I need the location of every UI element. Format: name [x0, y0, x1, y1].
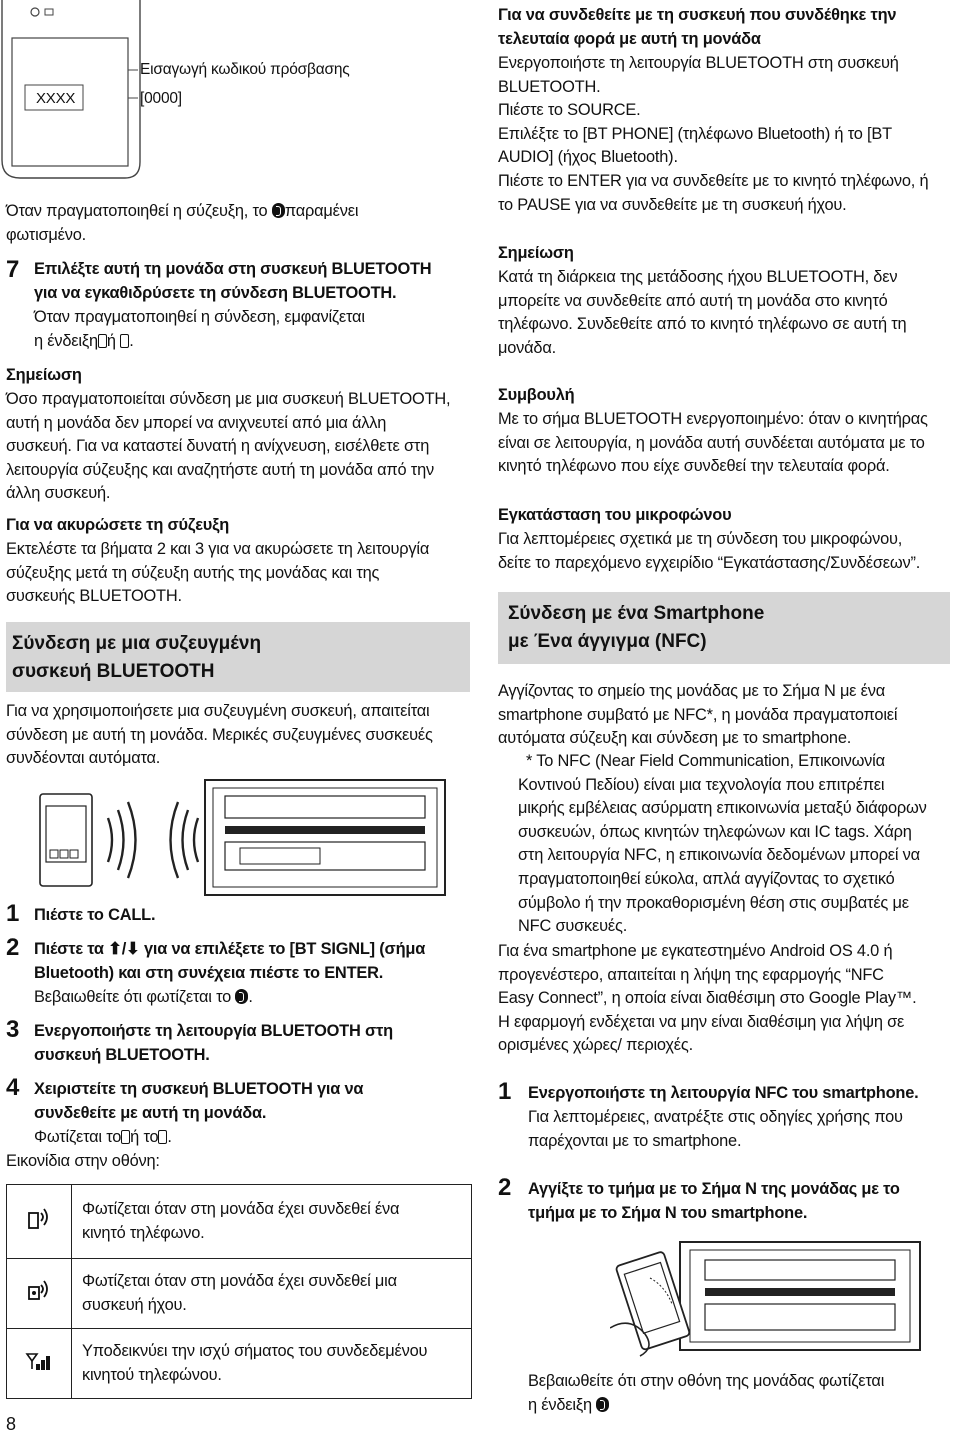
section-heading: Σύνδεση με ένα Smartphone με Ένα άγγιγμα (NFC): [508, 603, 765, 652]
table-cell: [72, 1185, 472, 1259]
section-intro: Για να χρησιμοποιήσετε μια συζευγμένη συσκευή, απαιτείται σύνδεση με αυτή τη μονάδα. Μερικές συζευγμένες συσκευές συνδέονται αυτόματα.: [6, 702, 433, 768]
tip-body: Με το σήμα BLUETOOTH ενεργοποιημένο: όταν ο κινητήρας είναι σε λειτουργία, η μονάδα αυτή συνδέεται αυτόματα με το κινητό τηλέφωνο που είχε συνδεθεί την τελευταία φορά.: [498, 410, 928, 476]
step-number: 4: [6, 1074, 20, 1101]
android-note: Για ένα smartphone με εγκατεστημένο Android OS 4.0 ή προγενέστερο, απαιτείται η λήψη της εφαρμογής “NFC Easy Connect”, η οποία είναι διαθέσιμη στο Google Play™. Η εφαρμογή ενδέχεται να μην είναι διαθέσιμη για λήψη σε ορισμένες χώρες/ περιοχές.: [498, 942, 917, 1055]
mic-heading: Εγκατάσταση του μικροφώνου: [498, 506, 732, 524]
table-cell: [7, 1329, 72, 1399]
step-number: 7: [6, 256, 20, 283]
table-cell: [72, 1259, 472, 1329]
phone-connected-icon: [121, 1130, 130, 1144]
cancel-pairing-heading: Για να ακυρώσετε τη σύζευξη: [6, 516, 230, 534]
last-device-body: Ενεργοποιήστε τη λειτουργία BLUETOOTH στη συσκευή BLUETOOTH. Πιέστε το SOURCE. Επιλέξτε το [BT PHONE] (τηλέφωνο Bluetooth) ή το [BT AUDIO] (ήχος Bluetooth). Πιέστε το ENTER για να συνδεθείτε με το κινητό τηλέφωνο, ή το PAUSE για να συνδεθείτε με τη συσκευή ήχου.: [498, 54, 929, 214]
step-number: 2: [6, 934, 20, 961]
down-arrow-icon: ⬇: [126, 940, 140, 958]
final-note: Βεβαιωθείτε ότι στην οθόνη της μονάδας φωτίζεται η ένδειξη: [528, 1372, 885, 1414]
table-row: [7, 1259, 472, 1329]
nfc-step2-instruction: Αγγίξτε το τμήμα με το Σήμα N της μονάδας με το τμήμα με το Σήμα N του smartphone.: [528, 1180, 900, 1222]
tip-heading: Συμβουλή: [498, 386, 575, 404]
phone-to-unit-illustration: [30, 778, 450, 898]
step3-instruction: Ενεργοποιήστε τη λειτουργία BLUETOOTH στη συσκευή BLUETOOTH.: [34, 1022, 393, 1064]
table-cell: [7, 1185, 72, 1259]
step7-note: Όταν πραγματοποιηθεί η σύνδεση, εμφανίζεται η ένδειξη ή .: [34, 308, 365, 350]
icon-description: Φωτίζεται όταν στη μονάδα έχει συνδεθεί μια: [82, 1271, 397, 1290]
nfc-footnote: * Το NFC (Near Field Communication, Επικοινωνία Κοντινού Πεδίου) είναι μια τεχνολογία που επιτρέπει μικρής εμβέλειας ασύρματη επικοινωνία μεταξύ διάφορων συσκευών, όπως κινητών τηλεφώνων και IC tags. Χάρη στη λειτουργία NFC, η επικοινωνία δεδομένων μπορεί να πραγματοποιηθεί εύκολα, απλά αγγίζοντας το σχετικό σύμβολο ή την προκαθορισμένη θέση στις συμβατές με NFC συσκευές.: [518, 752, 927, 936]
step2-note: Βεβαιωθείτε ότι φωτίζεται το .: [34, 988, 253, 1006]
icons-caption: Εικονίδια στην οθόνη:: [6, 1152, 160, 1170]
table-cell: [7, 1259, 72, 1329]
icon-description: κινητού τηλεφώνου.: [82, 1365, 222, 1384]
step-number: 2: [498, 1174, 512, 1201]
step2-instruction: Πιέστε τα ⬆/⬇ για να επιλέξετε το [BT SIGNL] (σήμα Bluetooth) και στη συνέχεια πιέστε το ENTER.: [34, 940, 426, 982]
phone-connected-icon: [98, 334, 107, 348]
step-number: 1: [498, 1078, 512, 1105]
cancel-pairing-body: Εκτελέστε τα βήματα 2 και 3 για να ακυρώσετε τη λειτουργία σύζευξης μετά τη σύζευξη αυτής της μονάδας και της συσκευής BLUETOOTH.: [6, 540, 430, 606]
step1-instruction: Πιέστε το CALL.: [34, 906, 156, 924]
nfc-touch-illustration: [610, 1238, 940, 1358]
up-arrow-icon: ⬆: [108, 940, 122, 958]
table-row: [7, 1329, 472, 1399]
bluetooth-icon: [596, 1397, 609, 1412]
note-heading: Σημείωση: [6, 366, 82, 384]
passkey-label: Εισαγωγή κωδικού πρόσβασης: [140, 61, 350, 78]
icon-description: κινητό τηλέφωνο.: [82, 1223, 205, 1242]
icon-description: Υποδεικνύει την ισχύ σήματος του συνδεδεμένου: [82, 1341, 428, 1360]
icons-table: [6, 1184, 472, 1399]
section-heading: Σύνδεση με μια συζευγμένη συσκευή BLUETOOTH: [12, 633, 262, 682]
table-cell: [72, 1329, 472, 1399]
signal-strength-icon: [25, 1350, 53, 1372]
nfc-step1-note: Για λεπτομέρειες, ανατρέξτε στις οδηγίες χρήσης που παρέχονται με το smartphone.: [528, 1108, 903, 1150]
icon-description: συσκευή ήχου.: [82, 1295, 187, 1314]
passkey-screen-text: XXXX: [36, 90, 76, 107]
mic-body: Για λεπτομέρειες σχετικά με τη σύνδεση του μικροφώνου, δείτε το παρεχόμενο εγχειρίδιο “Εγκατάστασης/Συνδέσεων”.: [498, 530, 921, 572]
step4-instruction: Χειριστείτε τη συσκευή BLUETOOTH για να συνδεθείτε με αυτή τη μονάδα.: [34, 1080, 364, 1122]
audio-connected-icon: [158, 1130, 167, 1144]
step-number: 1: [6, 900, 20, 927]
last-device-heading: Για να συνδεθείτε με τη συσκευή που συνδέθηκε την τελευταία φορά με αυτή τη μονάδα: [498, 6, 897, 48]
step-number: 3: [6, 1016, 20, 1043]
audio-connected-icon: [120, 334, 129, 348]
page-number: 8: [6, 1414, 17, 1434]
note-body: Όσο πραγματοποιείται σύνδεση με μια συσκευή BLUETOOTH, αυτή η μονάδα δεν μπορεί να ανιχνευτεί από μια άλλη συσκευή. Για να καταστεί δυνατή η ανίχνευση, εισέλθετε στη λειτουργία σύζευξης και αναζητήστε αυτή τη μονάδα από την άλλη συσκευή.: [6, 390, 451, 503]
step7-instruction: Επιλέξτε αυτή τη μονάδα στη συσκευή BLUETOOTH για να εγκαθιδρύσετε τη σύνδεση BLUETOOTH.: [34, 260, 432, 302]
bluetooth-icon: [272, 203, 285, 218]
nfc-intro: Αγγίζοντας το σημείο της μονάδας με το Σήμα N με ένα smartphone συμβατό με NFC*, η μονάδα πραγματοποιεί αυτόματα σύζευξη και σύνδεση με το smartphone.: [498, 682, 898, 748]
note-heading: Σημείωση: [498, 244, 574, 262]
bluetooth-icon: [235, 989, 248, 1004]
table-row: [7, 1185, 472, 1259]
pairing-done-text: Όταν πραγματοποιηθεί η σύζευξη, το παραμένει φωτισμένο.: [6, 202, 359, 244]
nfc-step1-instruction: Ενεργοποιήστε τη λειτουργία NFC του smartphone.: [528, 1084, 919, 1102]
icon-description: Φωτίζεται όταν στη μονάδα έχει συνδεθεί ένα: [82, 1199, 400, 1218]
audio-connected-icon: [26, 1279, 52, 1303]
phone-connected-icon: [26, 1207, 52, 1231]
note-body: Κατά τη διάρκεια της μετάδοσης ήχου BLUETOOTH, δεν μπορείτε να συνδεθείτε από αυτή τη μονάδα στο κινητό τηλέφωνο. Συνδεθείτε από το κινητό τηλέφωνο σε αυτή τη μονάδα.: [498, 268, 907, 357]
step4-note: Φωτίζεται το ή το .: [34, 1128, 172, 1146]
passkey-default-label: [0000]: [140, 90, 182, 107]
